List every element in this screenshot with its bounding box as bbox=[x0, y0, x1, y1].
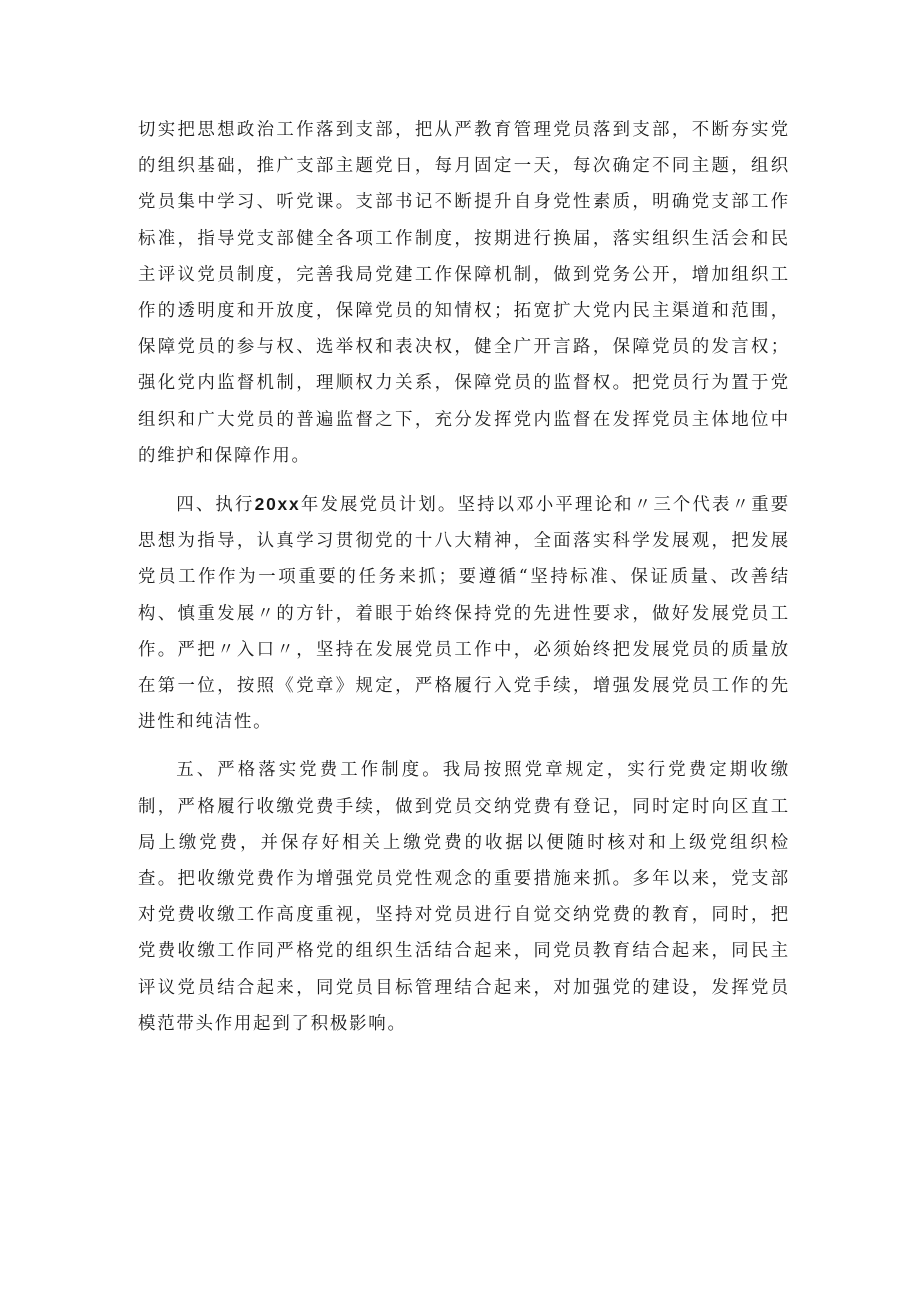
paragraph-party-work: 切实把思想政治工作落到支部，把从严教育管理党员落到支部，不断夯实党的组织基础，推广支部主题党日，每月固定一天，每次确定不同主题，组织党员集中学习、听党课。支部书记不断提升自身党性素质，明确党支部工作标准，指导党支部健全各项工作制度，按期进行换届，落实组织生活会和民主评议党员制度，完善我局党建工作保障机制，做到党务公开，增加组织工作的透明度和开放度，保障党员的知情权；拓宽扩大党内民主渠道和范围，保障党员的参与权、选举权和表决权，健全广开言路，保障党员的发言权；强化党内监督机制，理顺权力关系，保障党员的监督权。把党员行为置于党组织和广大党员的普遍监督之下，充分发挥党内监督在发挥党员主体地位中的维护和保障作用。 bbox=[138, 120, 790, 466]
paragraph-party-dues: 五、严格落实党费工作制度。我局按照党章规定，实行党费定期收缴制，严格履行收缴党费手续，做到党员交纳党费有登记，同时定时向区直工局上缴党费，并保存好相关上缴党费的收据以便随时核对和上级党组织检查。把收缴党费作为增强党员党性观念的重要措施来抓。多年以来，党支部对党费收缴工作高度重视，坚持对党员进行自觉交纳党费的教育，同时，把党费收缴工作同严格党的组织生活结合起来，同党员教育结合起来，同民主评议党员结合起来，同党员目标管理结合起来，对加强党的建设，发挥党员模范带头作用起到了积极影响。 bbox=[138, 760, 790, 1034]
document-page bbox=[138, 112, 790, 1042]
paragraph-body: 年发展党员计划。坚持以邓小平理论和〃三个代表〃重要思想为指导，认真学习贯彻党的十八大精神，全面落实科学发展观，把发展党员工作作为一项重要的任务来抓；要遵循“坚持标准、保证质量、改善结构、慎重发展〃的方针，着眼于始终保持党的先进性要求，做好发展党员工作。严把〃入口〃，坚持在发展党员工作中，必须始终把发展党员的质量放在第一位，按照《党章》规定，严格履行入党手续，增强发展党员工作的先进性和纯洁性。 bbox=[138, 495, 790, 733]
paragraph-prefix: 四、执行 bbox=[176, 495, 255, 516]
year-placeholder: 20xx bbox=[254, 494, 301, 515]
paragraph-party-member-plan bbox=[138, 486, 790, 740]
